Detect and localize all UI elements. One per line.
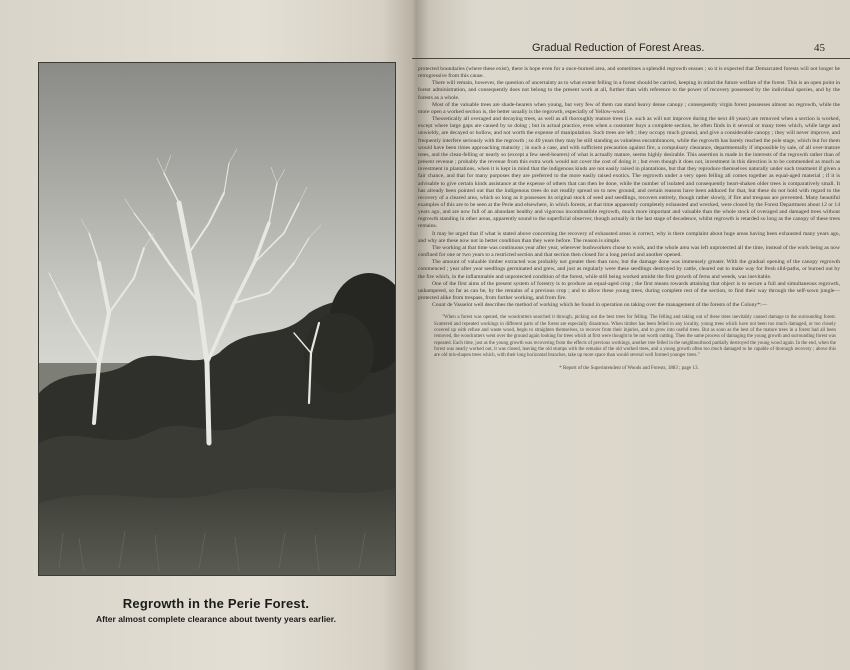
forest-photograph: [38, 62, 396, 576]
quote-paragraph: "When a forest was opened, the woodcutters searched it through, picking out the best trees for felling. The felling and taking out of these trees inevitably caused damage to the surrounding forest. Scattered and repeated workings in different parts of the forest are especially disastrous. When timber has been felled in any locality, young trees which have not been too much damaged, or too closely covered up with refuse and waste wood, begin to straighten themselves, to recover from their injuries, and to grow into useful trees. But as soon as the best of the mature trees in a forest had all been removed, the woodcutters went over the ground again looking for trees which at first were thought to be not worth cutting. Then the same process of damaging the young growth and surrounding forest was repeated. Each time, just as the young growth was recovering from the effects of previous workings, another tree felled in the neighbourhood partially destroyed the young wood again. In the end, when the forest was nearly worked out, it was closed, leaving the old stumps with the remains of the old worked trees, and a young growth often too much damaged to be capable of thorough recovery ; above this are old mis-shapen trees which, with their long horizontal branches, take up more space than would several well formed younger trees.": [434, 315, 836, 359]
page-number: 45: [814, 42, 825, 54]
paragraph: The working at that time was continuous year after year, wherever bushworkers chose to work, and the whole area was left unprotected all the time, instead of the work being as now confined for one or two years to a restricted section and that section then closed for a long period and another opened.: [418, 244, 840, 259]
left-page: [0, 0, 412, 670]
running-head-title: Gradual Reduction of Forest Areas.: [532, 42, 705, 54]
paragraph: There will remain, however, the question of uncertainty as to what extent felling in a forest should be carried, keeping in mind the future welfare of the forest. This is an open point in forest administration, and consequently does not belong to the present work at all, further than with reference to the power of recovery possessed by the individual species, and by the forests as a whole.: [418, 80, 840, 101]
paragraph: Theoretically all overaged and decaying trees, as well as all thoroughly mature trees (i.e. such as will not improve during the next 40 years) are removed when a section is worked, except where large gaps are caused by so doing ; but in actual practice, even when a customer buys a complete section, he often finds in it several or many trees which, while large and unwieldy, are decayed or hollow, and not worth the expense of manipulation. Such trees are left ; they occupy much ground, and give a considerable canopy ; they will never improve, and frequently interfere seriously with the regrowth ; so 40 years they may be still standing as valueless encumbrances, while the regrowth has barely reached the pole stage, which but for them would have been times approaching maturity ; in such a case, and with sufficient precaution against fire, a compulsory clearance, departmentally if impossible by sale, of all over-mature trees, and the clean-felling or nearly so (except a few seed-bearers) of what is actually mature, seems highly desirable. This assertion is made in the interests of the regrowth rather than of present revenue ; probably the revenue from this extra work would not cover the cost of doing it ; but even though it does not, investment in this direction is to be commended as much as investment in plantations, when it is kept in mind that the indigenous kinds are not easily raised in plantations, but that they reproduce themselves naturally under such treatment if given a fair chance, and that for many purposes they are preferred to the more easily raised exotics. The regrowth under a very open felling all comes together as equal-aged material ; if it is advisable to give certain kinds assistance at the expense of others that can then be done, while the number of isolated and consequently heart-shaken older trees is comparatively small. It has already been pointed out that the indigenous trees do not readily spread on to new ground, and certain reasons have been adduced for that, but these do not hold with regard to the recovery of a cleared area, which so long as it possesses its original stock of seed and seedlings, recovers entirely, though rather slowly, if fire and trespass are prevented. Many beautiful examples of this are to be seen at the Perie and elsewhere, in which forests, at that time apparently completely exhausted and wrecked, were closed by the Forest Department about 12 or 14 years ago, and are now full of an abundant healthy and vigorous incombustible regrowth, much more important and valuable than the whole stock of overaged and damaged trees without regrowth standing in other areas, apparently sound to the superficial observer, though actually in the last stage of decadence, whilst regrowth is retarded so long as the canopy of these trees remains.: [418, 116, 840, 230]
plate-caption-title: Regrowth in the Perie Forest.: [122, 596, 310, 611]
footnote: * Report of the Superintendent of Woods and Forests, 1883 ; page 13.: [559, 366, 699, 372]
paragraph: It may be urged that if what is stated above concerning the recovery of exhausted areas is correct, why is there complaint about huge areas having been exhausted many years ago, and why are these now not in better condition than they were before. The reason is simple.: [418, 230, 840, 244]
paragraph: The amount of valuable timber extracted was probably not greater then than now, but the damage done was immensely greater. With the gradual opening of the canopy regrowth commenced ; year after year seedlings germinated and grew, and just as regularly were these seedlings destroyed by cattle, cleared out to make way for fresh slid-paths, or burned out by the fire which, in the inflammable and unprotected condition of the forest, while still being worked amidst the first growth of ferns and weeds, was inevitable.: [418, 259, 840, 280]
block-quote: [434, 315, 836, 359]
running-head: [412, 40, 850, 59]
body-text: [418, 66, 840, 373]
paragraph: One of the first aims of the present system of forestry is to produce an equal-aged crop ; the first means towards attaining that object is to secure a full and simultaneous regrowth, unhampered, so far as can be, by the remains of a previous crop ; and to allow these young trees, during complete rest of the section, to find their way through the self-sown jungle—protected alike from trespass, from further working, and from fire.: [418, 280, 840, 301]
right-page: [412, 0, 850, 670]
paragraph: Count de Vasselot well describes the method of working which he found in operation on taking over the management of the forests of the Colony*:—: [432, 302, 768, 309]
paragraph: protected boundaries (where these exist), there is hope even for a once-burned area, and sometimes a splendid regrowth ensues ; so it is expected that Demarcated forests will not longer be retrogressive from this cause.: [418, 66, 840, 80]
plate-caption-subtitle: After almost complete clearance about twenty years earlier.: [96, 614, 336, 624]
paragraph: Most of the valuable trees are shade-bearers when young, but very few of them can stand heavy dense canopy ; consequently virgin forest possesses almost no regrowth, while the more open a worked section is, the better usually is the regrowth, especially of Yellow-wood.: [418, 101, 840, 115]
